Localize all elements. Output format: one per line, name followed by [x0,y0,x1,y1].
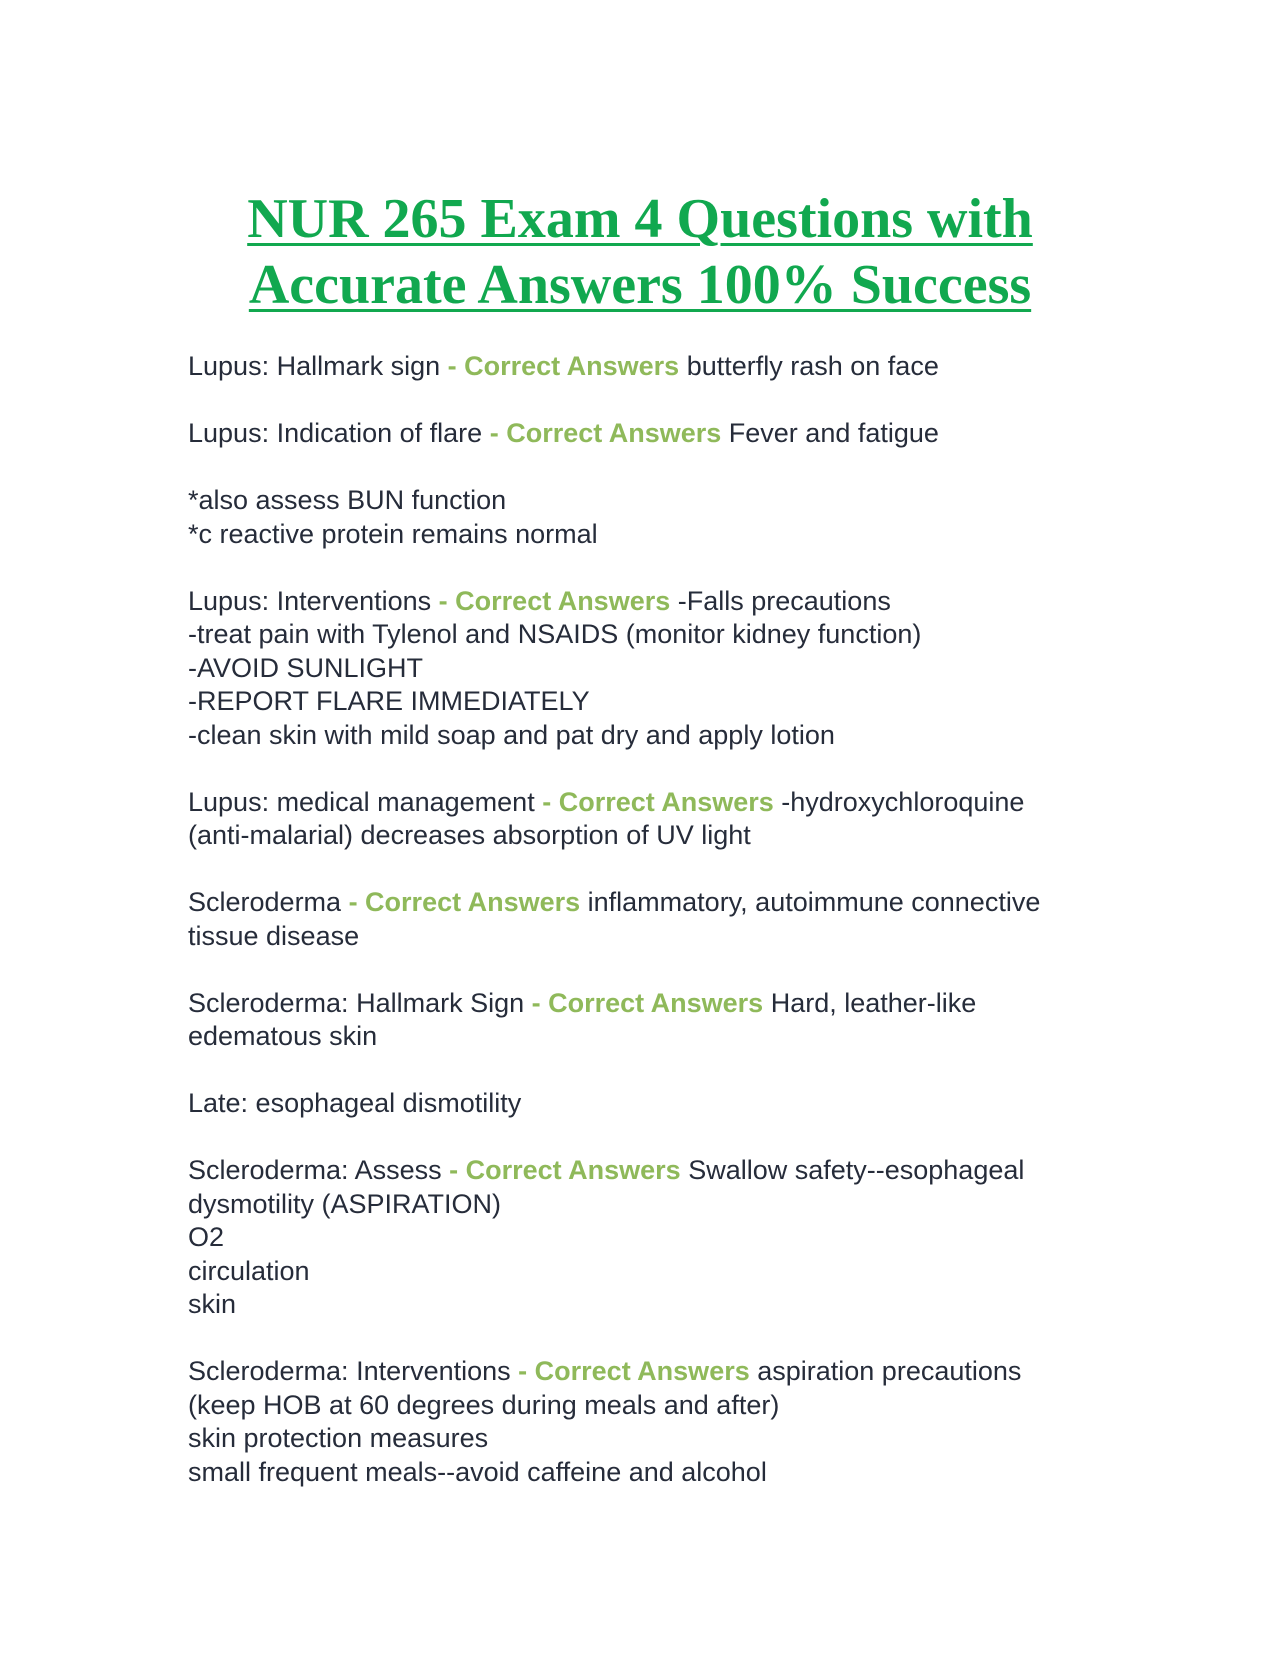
document-title [180,186,1100,318]
question-text: Scleroderma: Assess [188,1155,442,1185]
correct-answers-label: - Correct Answers [510,1356,758,1386]
qa-item [188,786,1128,820]
correct-answers-label: - Correct Answers [440,351,687,381]
blank-line [188,1054,1128,1088]
text-line: -REPORT FLARE IMMEDIATELY [188,686,590,716]
qa-item [188,585,1128,619]
correct-answers-label: - Correct Answers [534,786,782,817]
text-line: (anti-malarial) decreases absorption of UV light [188,820,751,850]
text-line: -AVOID SUNLIGHT [188,652,424,683]
question-text: Lupus: Interventions [188,585,432,616]
question-text: Lupus: Indication of flare [188,418,483,448]
correct-answers-label: - Correct Answers [431,585,678,616]
text-line: skin [188,1289,237,1319]
question-text: Scleroderma [188,887,342,917]
text-line: tissue disease [188,920,360,951]
correct-answers-label: - Correct Answers [524,987,771,1018]
text-line: circulation [188,1255,310,1286]
text-line: *also assess BUN function [188,485,507,515]
qa-item [188,1355,1128,1389]
text-line: (keep HOB at 60 degrees during meals and after) [188,1389,780,1420]
question-text: Scleroderma: Interventions [188,1356,511,1386]
qa-item [188,987,1128,1021]
answer-text: -Falls precautions [677,585,891,616]
blank-line [188,953,1128,987]
blank-line [188,1322,1128,1356]
qa-item [188,1154,1128,1188]
text-line: skin protection measures [188,1423,489,1453]
blank-line [188,451,1128,485]
blank-line [188,752,1128,786]
document-body [188,350,1128,1489]
text-line: *c reactive protein remains normal [188,518,598,549]
text-line: Late: esophageal dismotility [188,1088,522,1118]
title-line-2: Accurate Answers 100% Success [248,254,1032,316]
text-line: -clean skin with mild soap and pat dry and apply lotion [188,719,835,750]
title-line-1: NUR 265 Exam 4 Questions with [247,188,1033,250]
answer-text: Hard, leather-like [770,987,977,1018]
blank-line [188,551,1128,585]
qa-item [188,350,1128,384]
qa-item [188,417,1128,451]
blank-line [188,853,1128,887]
question-text: Lupus: Hallmark sign [188,351,441,381]
answer-text: inflammatory, autoimmune connective [587,887,1041,917]
blank-line [188,1121,1128,1155]
question-text: Lupus: medical management [188,786,535,817]
question-text: Scleroderma: Hallmark Sign [188,987,525,1018]
answer-text: -hydroxychloroquine [781,786,1025,817]
answer-text: butterfly rash on face [686,351,939,381]
blank-line [188,384,1128,418]
text-line: edematous skin [188,1021,378,1051]
correct-answers-label: - Correct Answers [441,1155,689,1185]
text-line: -treat pain with Tylenol and NSAIDS (monitor kidney function) [188,619,922,649]
answer-text: Swallow safety--esophageal [688,1155,1025,1185]
text-line: dysmotility (ASPIRATION) [188,1188,502,1219]
qa-item [188,886,1128,920]
text-line: O2 [188,1222,225,1252]
text-line: small frequent meals--avoid caffeine and alcohol [188,1456,767,1487]
correct-answers-label: - Correct Answers [482,418,729,448]
answer-text: Fever and fatigue [728,418,939,448]
answer-text: aspiration precautions [757,1356,1022,1386]
correct-answers-label: - Correct Answers [341,887,588,917]
